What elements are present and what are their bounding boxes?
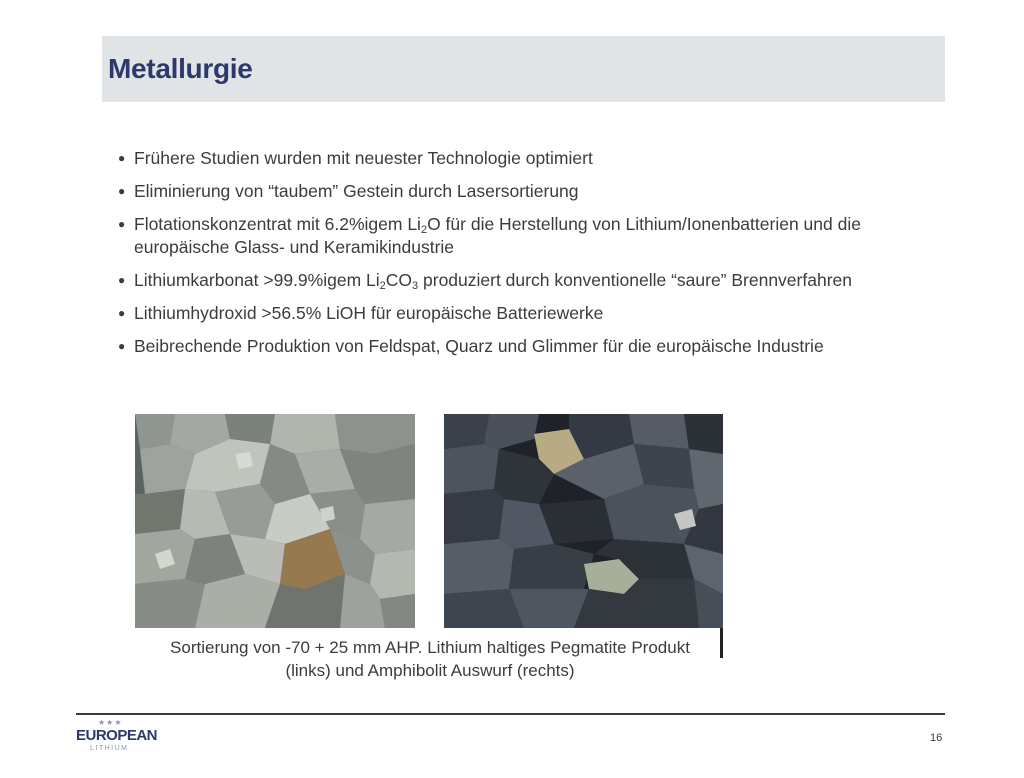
- bullet-dot-icon: ●: [118, 339, 126, 353]
- amphibolite-waste-photo: [444, 414, 723, 628]
- footer-divider: [76, 713, 945, 715]
- logo-wordmark: EUROPEAN: [76, 727, 158, 744]
- caption-divider: [720, 628, 723, 658]
- bullet-text: Frühere Studien wurden mit neuester Technologie optimiert: [134, 148, 593, 168]
- caption-line-1: Sortierung von -70 + 25 mm AHP. Lithium haltiges Pegmatite Produkt: [170, 638, 690, 657]
- bullet-text-pre: Flotationskonzentrat mit 6.2%igem Li: [134, 214, 421, 234]
- bullet-text-pre: Lithiumkarbonat >99.9%igem Li: [134, 270, 380, 290]
- bullet-item: [118, 302, 958, 325]
- bullet-item: [118, 147, 958, 170]
- bullet-dot-icon: ●: [118, 151, 126, 165]
- bullet-subscript: 2: [379, 280, 386, 292]
- bullet-text: Beibrechende Produktion von Feldspat, Quarz und Glimmer für die europäische Industrie: [134, 336, 824, 356]
- caption-text: [145, 636, 715, 682]
- bullet-dot-icon: ●: [118, 273, 126, 287]
- pegmatite-rocks-image: [135, 414, 415, 628]
- bullet-item: [118, 269, 958, 292]
- bullet-dot-icon: ●: [118, 184, 126, 198]
- bullet-item: [118, 335, 958, 358]
- photo-caption: [135, 628, 723, 686]
- bullet-item: [118, 213, 958, 259]
- bullet-subscript: 3: [412, 280, 419, 292]
- bullet-text: Eliminierung von “taubem” Gestein durch Lasersortierung: [134, 181, 579, 201]
- amphibolite-rocks-image: [444, 414, 723, 628]
- european-lithium-logo: [76, 718, 158, 758]
- bullet-dot-icon: ●: [118, 217, 126, 231]
- title-bar: [102, 36, 945, 102]
- logo-stars-icon: ★★★: [98, 718, 123, 727]
- page-number: 16: [930, 732, 943, 744]
- page-title: Metallurgie: [108, 53, 253, 84]
- bullet-subscript: 2: [420, 224, 428, 236]
- bullet-text: Lithiumhydroxid >56.5% LiOH für europäische Batteriewerke: [134, 303, 604, 323]
- logo-subtext: LITHIUM: [90, 745, 129, 752]
- bullet-item: [118, 180, 958, 203]
- caption-line-2: (links) und Amphibolit Auswurf (rechts): [285, 661, 575, 680]
- bullet-text-post: produziert durch konventionelle “saure” Brennverfahren: [418, 270, 852, 290]
- bullet-text-mid: CO: [385, 270, 413, 290]
- bullet-text-post: O für die Herstellung von Lithium/Ionenbatterien und die europäische Glass- und Keramikindustrie: [134, 214, 861, 257]
- bullet-list: [118, 147, 958, 368]
- bullet-dot-icon: ●: [118, 306, 126, 320]
- pegmatite-product-photo: [135, 414, 415, 628]
